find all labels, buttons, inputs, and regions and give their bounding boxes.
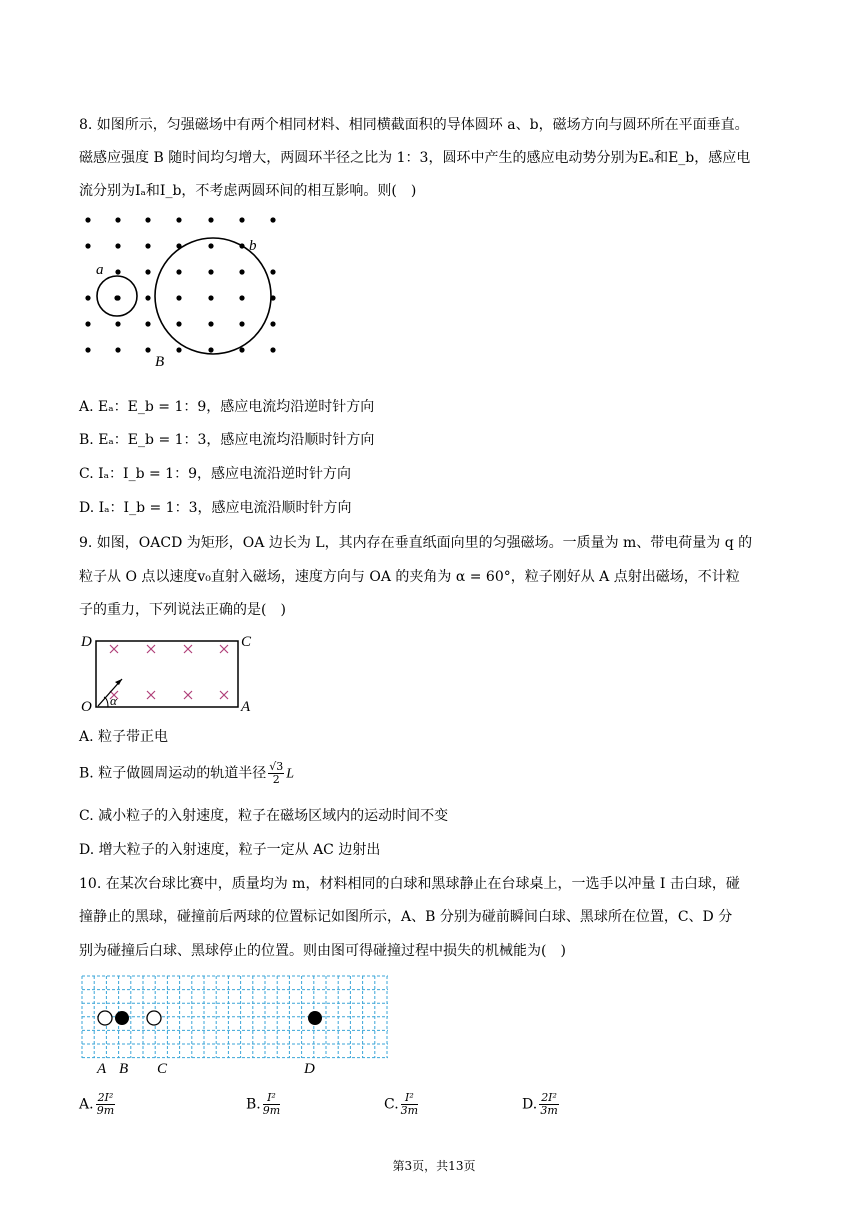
q9-rectangle-figure — [78, 627, 268, 722]
field-dot — [270, 217, 275, 222]
field-dot — [208, 217, 213, 222]
q9-option-a: A. 粒子带正电 — [79, 729, 169, 745]
q9-option-b-L: L — [286, 766, 295, 782]
field-rectangle — [96, 641, 238, 707]
field-dot — [208, 295, 213, 300]
label-B: B — [119, 1061, 129, 1077]
q8-line-2: 磁感应强度 B 随时间均匀增大，两圆环半径之比为 1：3，圆环中产生的感应电动势分别为Eₐ和E_b，感应电 — [79, 150, 751, 166]
field-dot — [145, 269, 150, 274]
q8-option-b: B. Eₐ：E_b = 1：3，感应电流均沿顺时针方向 — [79, 432, 375, 448]
q10-c-num: I² — [401, 1092, 418, 1105]
q10-option-b-fraction — [263, 1092, 280, 1117]
field-dot — [85, 295, 90, 300]
field-dot — [208, 269, 213, 274]
field-dot — [145, 347, 150, 352]
q8-option-c: C. Iₐ：I_b = 1：9，感应电流沿逆时针方向 — [79, 466, 351, 482]
white-ball-A — [98, 1011, 112, 1025]
field-dot — [145, 243, 150, 248]
black-ball-D — [308, 1011, 322, 1025]
field-dot — [270, 321, 275, 326]
label-b: b — [249, 238, 257, 254]
label-O: O — [81, 699, 92, 715]
q10-option-c — [384, 1092, 418, 1117]
label-C: C — [241, 634, 252, 650]
field-dot — [176, 321, 181, 326]
q10-option-c-fraction — [401, 1092, 418, 1117]
q10-option-b — [246, 1092, 280, 1117]
field-dot — [115, 321, 120, 326]
field-dot — [115, 243, 120, 248]
q10-option-a-label: A. — [79, 1096, 94, 1113]
field-dot — [176, 295, 181, 300]
q10-billiard-grid-figure — [78, 972, 398, 1082]
label-C: C — [157, 1061, 168, 1077]
alpha-label: α — [110, 693, 117, 708]
q10-d-den: 3m — [540, 1104, 558, 1117]
q9-option-b — [79, 761, 294, 791]
q8-line-3: 流分别为Iₐ和I_b，不考虑两圆环间的相互影响。则( ) — [79, 183, 417, 199]
field-dot — [176, 347, 181, 352]
white-ball-C — [147, 1011, 161, 1025]
q10-option-d — [522, 1092, 559, 1117]
field-dot — [115, 347, 120, 352]
q10-line-3: 别为碰撞后白球、黑球停止的位置。则由图可得碰撞过程中损失的机械能为( ) — [79, 943, 566, 959]
ring-b — [155, 238, 271, 354]
q9-fraction-den: 2 — [272, 773, 280, 786]
q9-line-3: 子的重力，下列说法正确的是( ) — [79, 602, 286, 618]
field-dot — [115, 217, 120, 222]
q10-option-c-label: C. — [384, 1096, 399, 1113]
field-dot — [208, 347, 213, 352]
q10-line-1: 10. 在某次台球比赛中，质量均为 m，材料相同的白球和黑球静止在台球桌上，一选手以冲量 I 击白球，碰 — [79, 876, 740, 892]
q9-line-2: 粒子从 O 点以速度v₀直射入磁场，速度方向与 OA 的夹角为 α = 60°，粒子刚好从 A 点射出磁场，不计粒 — [79, 569, 740, 585]
q8-magnetic-field-figure — [78, 210, 288, 385]
field-dot — [208, 321, 213, 326]
q10-options-row — [0, 1092, 868, 1124]
field-dot — [115, 269, 120, 274]
field-dot — [114, 295, 119, 300]
arrow-head — [115, 679, 122, 685]
field-dots — [85, 217, 275, 352]
field-dot — [85, 321, 90, 326]
q10-b-den: 9m — [262, 1104, 281, 1117]
field-dot — [270, 269, 275, 274]
field-dot — [239, 321, 244, 326]
q9-option-b-fraction — [268, 761, 284, 786]
field-dot — [208, 243, 213, 248]
q10-a-den: 9m — [96, 1104, 115, 1117]
page-footer: 第3页，共13页 — [392, 1159, 476, 1173]
q8-option-a: A. Eₐ：E_b = 1：9，感应电流均沿逆时针方向 — [79, 399, 375, 415]
q10-a-num: 2I² — [97, 1091, 114, 1104]
q9-option-b-text: B. 粒子做圆周运动的轨道半径 — [79, 765, 267, 782]
label-A: A — [241, 699, 251, 715]
field-dot — [85, 217, 90, 222]
label-D: D — [304, 1061, 315, 1077]
field-dot — [176, 269, 181, 274]
q8-line-1: 8. 如图所示，匀强磁场中有两个相同材料、相同横截面积的导体圆环 a、b，磁场方向与圆环所在平面垂直。 — [79, 117, 749, 133]
q10-option-a — [79, 1092, 115, 1117]
field-crosses — [110, 645, 228, 699]
q10-line-2: 撞静止的黑球，碰撞前后两球的位置标记如图所示，A、B 分别为碰前瞬间白球、黑球所在位置，C、D 分 — [79, 909, 733, 925]
q10-option-b-label: B. — [246, 1096, 261, 1113]
field-dot — [239, 269, 244, 274]
field-dot — [85, 347, 90, 352]
q9-option-d: D. 增大粒子的入射速度，粒子一定从 AC 边射出 — [79, 842, 381, 858]
q10-option-d-label: D. — [522, 1096, 538, 1113]
label-D: D — [81, 634, 92, 650]
field-dot — [239, 217, 244, 222]
q10-b-num: I² — [263, 1092, 280, 1105]
field-dot — [85, 243, 90, 248]
q10-c-den: 3m — [400, 1104, 419, 1117]
field-dot — [145, 321, 150, 326]
q9-option-c: C. 减小粒子的入射速度，粒子在磁场区域内的运动时间不变 — [79, 808, 449, 824]
label-B: B — [155, 354, 165, 370]
q10-option-d-fraction — [539, 1092, 559, 1117]
field-dot — [145, 295, 150, 300]
label-a: a — [96, 262, 104, 278]
field-dot — [239, 347, 244, 352]
q8-option-d: D. Iₐ：I_b = 1：3，感应电流沿顺时针方向 — [79, 500, 352, 516]
q9-line-1: 9. 如图，OACD 为矩形，OA 边长为 L，其内存在垂直纸面向里的匀强磁场。一质量为 m、带电荷量为 q 的 — [79, 535, 753, 551]
label-A: A — [97, 1061, 107, 1077]
field-dot — [176, 217, 181, 222]
field-dot — [239, 295, 244, 300]
field-dot — [145, 217, 150, 222]
q10-option-a-fraction — [96, 1092, 116, 1117]
q10-d-num: 2I² — [541, 1091, 557, 1104]
field-dot — [270, 347, 275, 352]
q9-fraction-num: √3 — [269, 760, 284, 773]
black-ball-B — [115, 1011, 129, 1025]
